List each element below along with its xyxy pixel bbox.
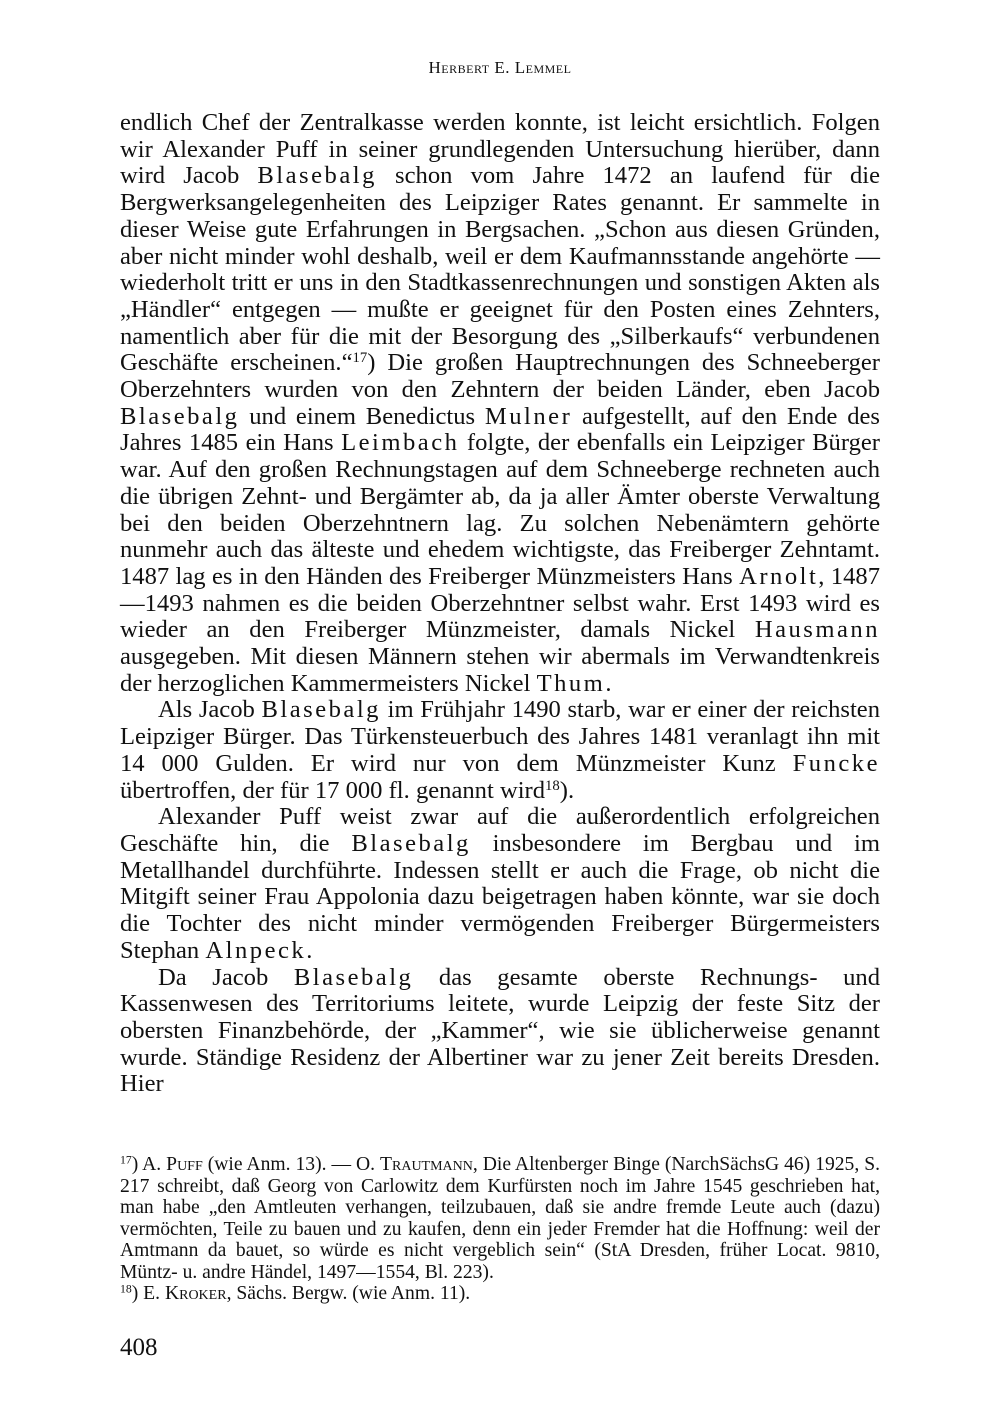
spaced-name: Blasebalg — [257, 162, 377, 190]
page-number: 408 — [120, 1334, 158, 1361]
footnotes — [120, 1154, 880, 1305]
footnote-number: 18 — [120, 1282, 132, 1296]
spaced-name: Arnolt — [739, 562, 819, 590]
paragraph: Da Jacob Blasebalg das gesamte oberste Rechnungs- und Kassenwesen des Territoriums leitete, wurde Leipzig der feste Sitz der obersten Finanzbehörde, der „Kammer“, wie sie üblicherweise genannt wurde. Ständige Residenz der Albertiner war zu jener Zeit bereits Dresden. Hier — [120, 963, 880, 1098]
paragraph: Alexander Puff weist zwar auf die außerordentlich erfolgreichen Geschäfte hin, die Blasebalg insbesondere im Bergbau und im Metallhandel durchführte. Indessen stellt er auch die Frage, ob nicht die Mitgift seiner Frau Appolonia dazu beigetragen haben könnte, war sie doch die Tochter des nicht minder vermögenden Freiberger Bürgermeisters Stephan Alnpeck. — [120, 803, 880, 964]
paragraph: endlich Chef der Zentralkasse werden konnte, ist leicht ersichtlich. Folgen wir Alexander Puff in seiner grundlegenden Untersuchung hierüber, dann wird Jacob Blasebalg schon vom Jahre 1472 an laufend für die Bergwerksangelegenheiten des Leipziger Rates genannt. Er sammelte in dieser Weise gute Erfahrungen in Bergsachen. „Schon aus diesen Gründen, aber nicht minder wohl deshalb, weil er dem Kaufmannsstande angehörte — wiederholt tritt er uns in den Stadtkassenrechnungen und sonstigen Akten als „Händler“ entgegen — mußte er geeignet für den Posten eines Zehnters, namentlich aber für die mit der Besorgung des „Silberkaufs“ verbundenen Geschäfte erscheinen.“$^{17}$) Die großen Hauptrechnungen des Schneeberger Oberzehnters wurden von den Zehntern der beiden Länder, eben Jacob Blasebalg und einem Benedictus Mulner aufgestellt, auf den Ende des Jahres 1485 ein Hans Leimbach folgte, der ebenfalls ein Leipziger Bürger war. Auf den großen Rechnungstagen auf dem Schneeberge rechneten auch die übrigen Zehnt- und Bergämter ab, da ja aller Ämter oberste Verwaltung bei den beiden Oberzehntnern lag. Zu solchen Nebenämtern gehörte nunmehr auch das älteste und ehedem wichtigste, das Freiberger Zehntamt. 1487 lag es in den Händen des Freiberger Münzmeisters Hans Arnolt, 1487—1493 nahmen es die beiden Oberzehntner selbst wahr. Erst 1493 wird es wieder an den Freiberger Münzmeister, damals Nickel Hausmann ausgegeben. Mit diesen Männern stehen wir abermals im Verwandtenkreis der herzoglichen Kammermeisters Nickel Thum. — [120, 109, 881, 697]
author-name: Puff — [166, 1154, 203, 1175]
footnote: $^{18}$) E. Kroker, Sächs. Bergw. (wie Anm. 11). — [120, 1282, 471, 1304]
spaced-name: Thum — [536, 669, 606, 697]
spaced-name: Blasebalg — [293, 963, 414, 991]
author-name: Trautmann — [380, 1154, 473, 1175]
footnote: $^{17}$) A. Puff (wie Anm. 13). — O. Trautmann, Die Altenberger Binge (NarchSächsG 46) 1925, S. 217 schreibt, daß Georg von Carlowitz dem Kurfürsten noch im Jahre 1545 geschrieben hat, man habe „den Amtleuten verhangen, teilzubauen, daß sie andre fremde Leute auch (dazu) vermöchten, Teile zu bauen und zu kaufen, denn ein jeder Fremder hat die Hoffnung: weil der Amtmann da bauet, so würde es nicht vergeblich sein“ (StA Dresden, früher Locat. 9810, Müntz- u. andre Händel, 1497—1554, Bl. 223). — [120, 1153, 881, 1283]
spaced-name: Leimbach — [341, 429, 460, 457]
spaced-name: Blasebalg — [351, 829, 471, 857]
spaced-name: Alnpeck — [205, 936, 307, 964]
spaced-name: Funcke — [792, 749, 880, 777]
spaced-name: Mulner — [484, 402, 573, 430]
footnote-ref: 18 — [545, 777, 560, 794]
paragraph: Als Jacob Blasebalg im Frühjahr 1490 starb, war er einer der reichsten Leipziger Bürger. Das Türkensteuerbuch des Jahres 1481 veranlagt ihn mit 14 000 Gulden. Er wird nur von dem Münzmeister Kunz Funcke übertroffen, der für 17 000 fl. genannt wird$^{18}$). — [120, 696, 880, 804]
spaced-name: Blasebalg — [120, 402, 240, 430]
spaced-name: Blasebalg — [261, 696, 381, 724]
spaced-name: Hausmann — [754, 616, 880, 644]
main-text — [120, 110, 880, 1098]
running-header: Herbert E. Lemmel — [428, 58, 572, 77]
footnote-ref: 17 — [352, 350, 368, 367]
footnote-number: 17 — [120, 1153, 132, 1167]
author-name: Kroker — [164, 1283, 227, 1304]
